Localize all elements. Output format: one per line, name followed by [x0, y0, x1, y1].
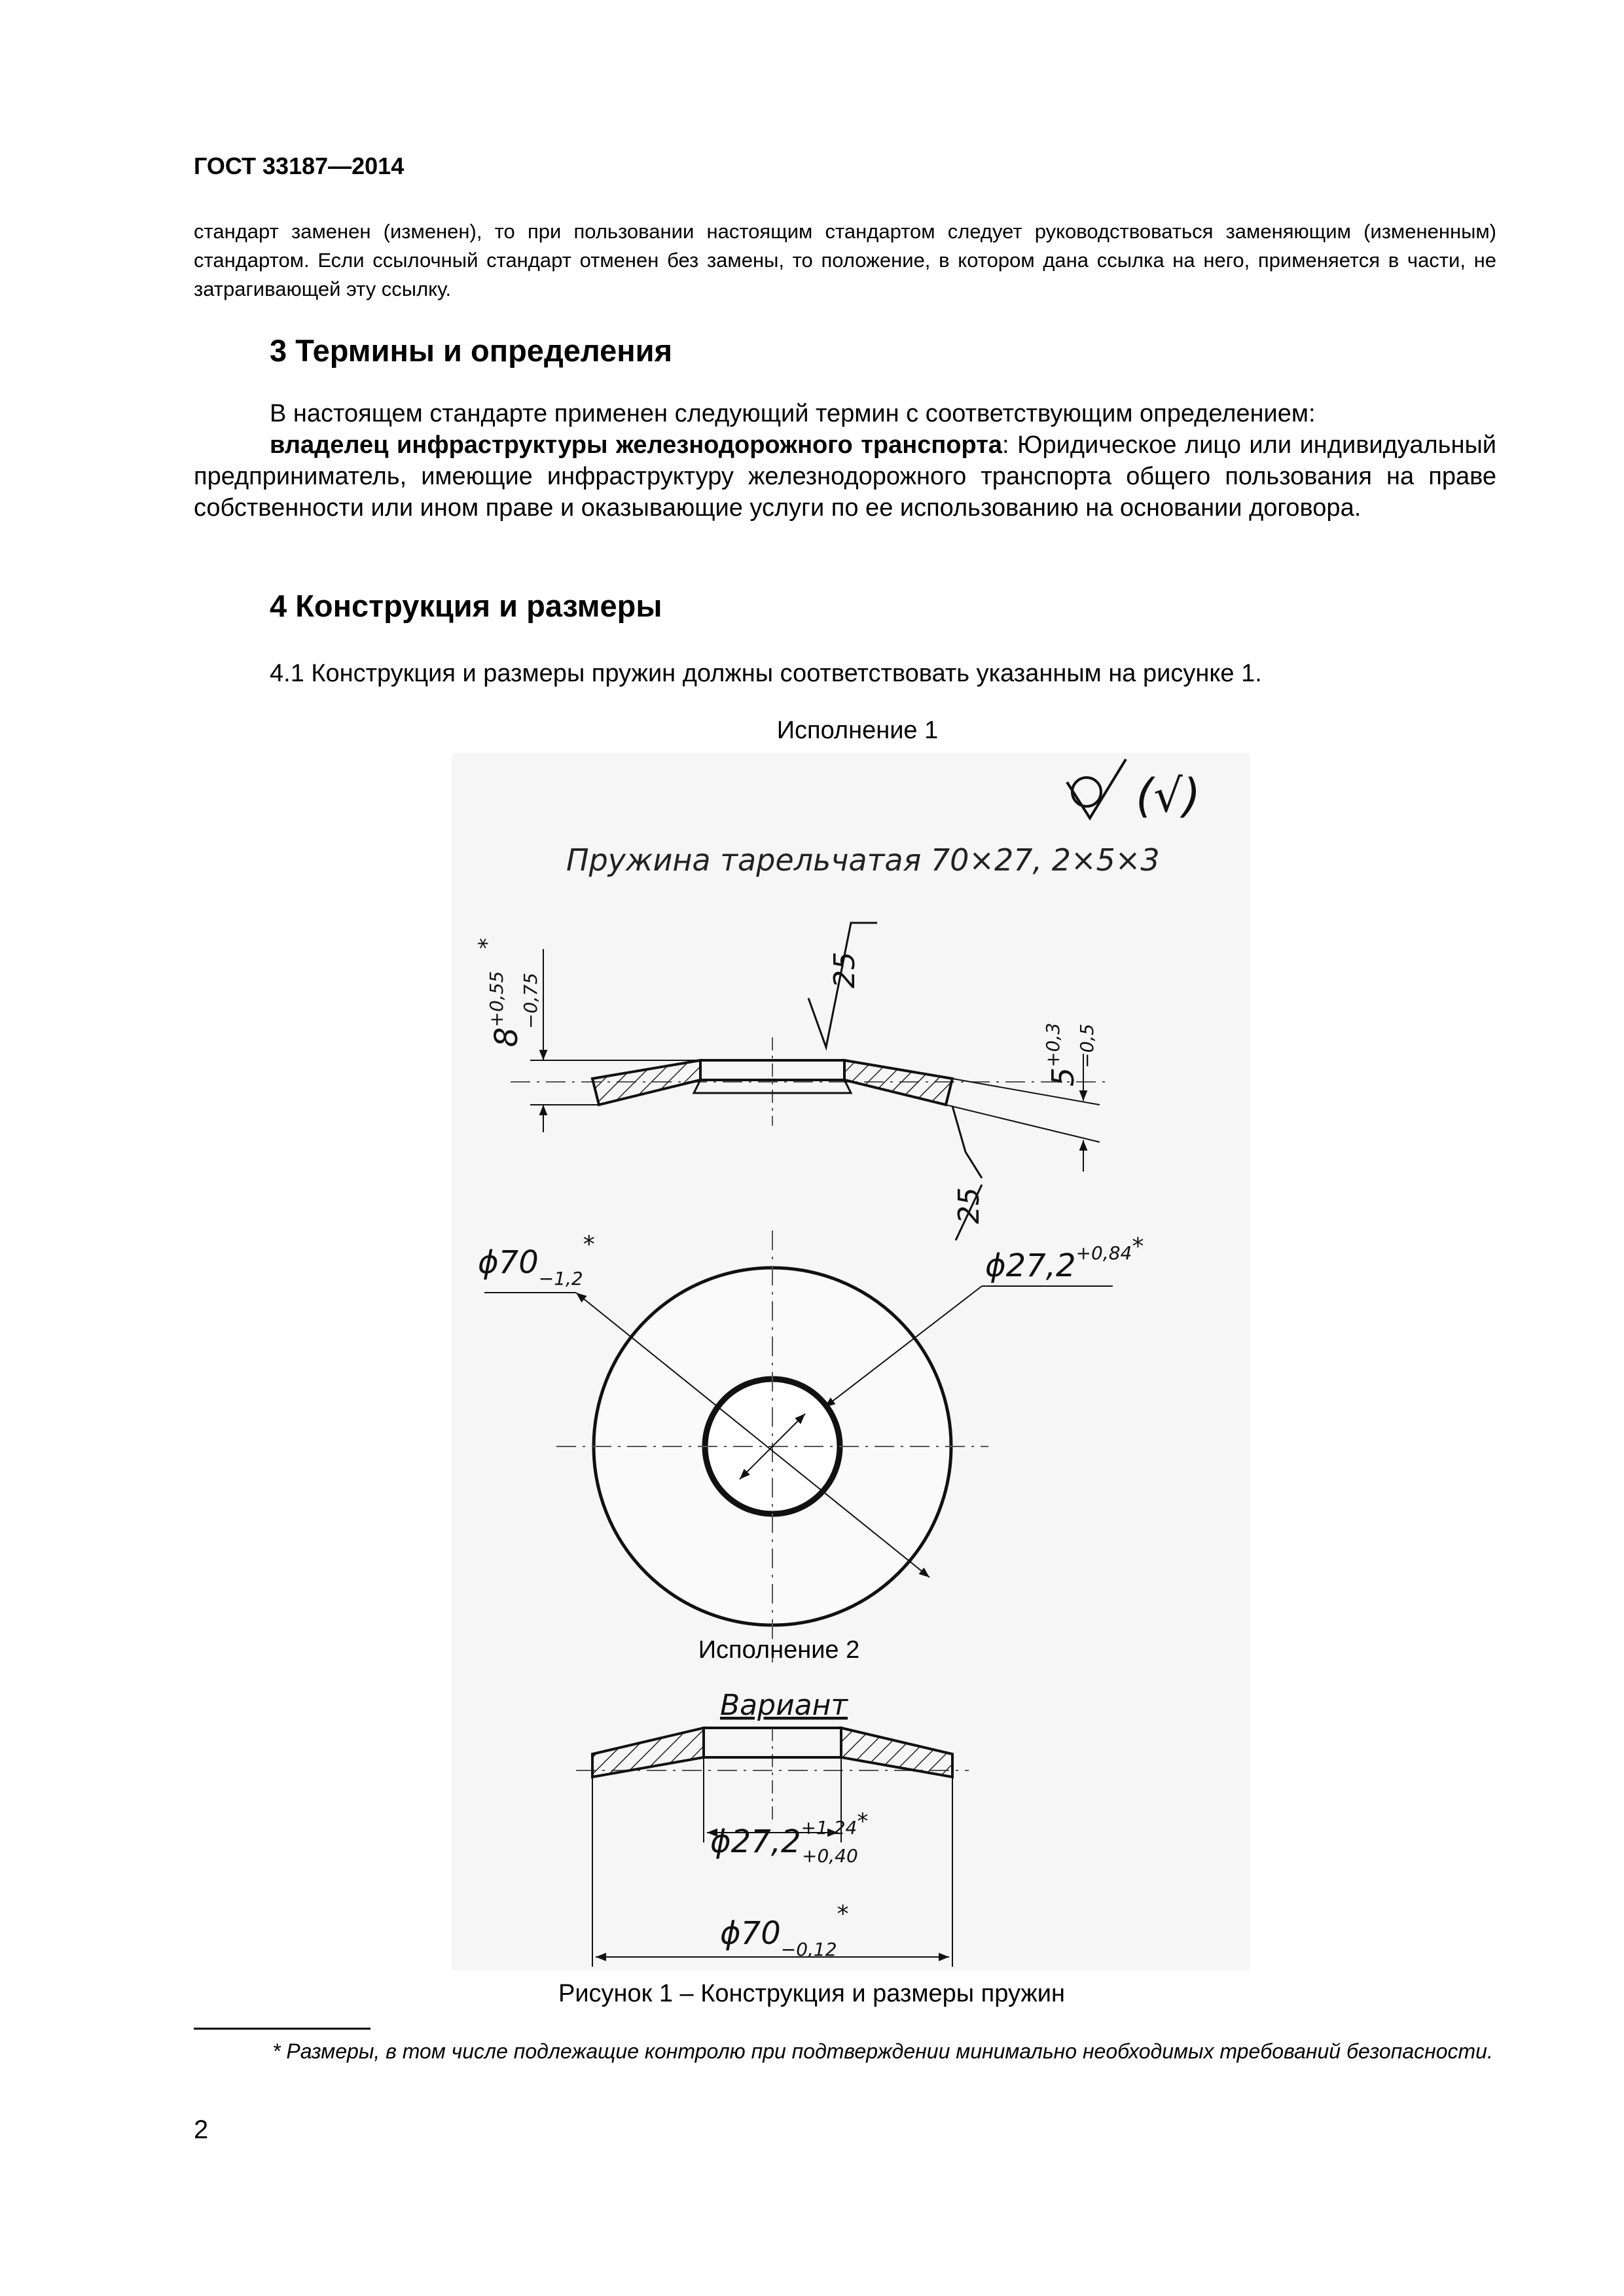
figure-label-version-1: Исполнение 1 [776, 717, 939, 744]
page-number: 2 [194, 2115, 209, 2144]
roughness-note: (√) [1136, 769, 1201, 823]
document-code: ГОСТ 33187—2014 [194, 152, 405, 179]
dim-thickness: $5^{+0,3}$ [1042, 1022, 1081, 1086]
term-name: владелец инфраструктуры железнодорожного транспорта [270, 431, 1002, 459]
footnote-divider [194, 2028, 370, 2030]
section-3-heading: 3 Термины и определения [270, 333, 672, 368]
plan-view [484, 1230, 1113, 1662]
section-3-intro: В настоящем стандарте применен следующий термин с соответствующим определением: [270, 400, 1316, 427]
figure-label-version-2: Исполнение 2 [698, 1636, 860, 1664]
dim-outer: $\phi 70_{-1,2}^*$ [478, 1231, 595, 1289]
dim-height-lower: −0,75 [520, 973, 541, 1029]
term-definition-text: : Юридическое лицо или индивидуальный предприниматель, имеющие инфраструктуру железнодорожного транспорта общего пользования на праве собственности или ином праве и оказывающие услуги по ее использованию на основании договора. [194, 431, 1496, 522]
var-inner-lower: +0,40 [802, 1845, 858, 1867]
var-outer-dim: $\phi 70_{-0,12}^*$ [720, 1901, 849, 1960]
roughness-top-value: 25 [828, 952, 861, 988]
dim-thickness-lower: −0,5 [1076, 1024, 1098, 1068]
figure-caption: Рисунок 1 – Конструкция и размеры пружин [558, 1980, 1066, 2007]
footnote: * Размеры, в том числе подлежащие контролю при подтверждении минимально необходимых требований безопасности. [272, 2039, 1493, 2063]
roughness-symbol [1067, 759, 1126, 818]
var-inner-dim: $\phi 27,2^{+1,24}*$ [710, 1808, 869, 1860]
part-name: Пружина тарельчатая 70×27, 2×5×3 [566, 842, 1160, 878]
dim-height: $8^{+0,55}$ [486, 971, 525, 1047]
roughness-bottom-value: 25 [952, 1187, 986, 1224]
section-view-1 [511, 923, 1106, 1240]
intro-paragraph: стандарт заменен (изменен), то при пользовании настоящим стандартом следует руководствоваться заменяющим (измененным) стандартом. Если ссылочный стандарт отменен без замены, то положение, в котором дана ссылка на него, применяется в части, не затрагивающей эту ссылку. [194, 220, 1496, 300]
clause-4-1: 4.1 Конструкция и размеры пружин должны соответствовать указанным на рисунке 1. [270, 660, 1262, 687]
section-4-heading: 4 Конструкция и размеры [270, 588, 662, 623]
variant-label: Вариант [720, 1689, 848, 1722]
dim-inner: $\phi 27,2^{+0,84}*$ [985, 1233, 1144, 1284]
dim-height-mark: * [474, 938, 500, 949]
